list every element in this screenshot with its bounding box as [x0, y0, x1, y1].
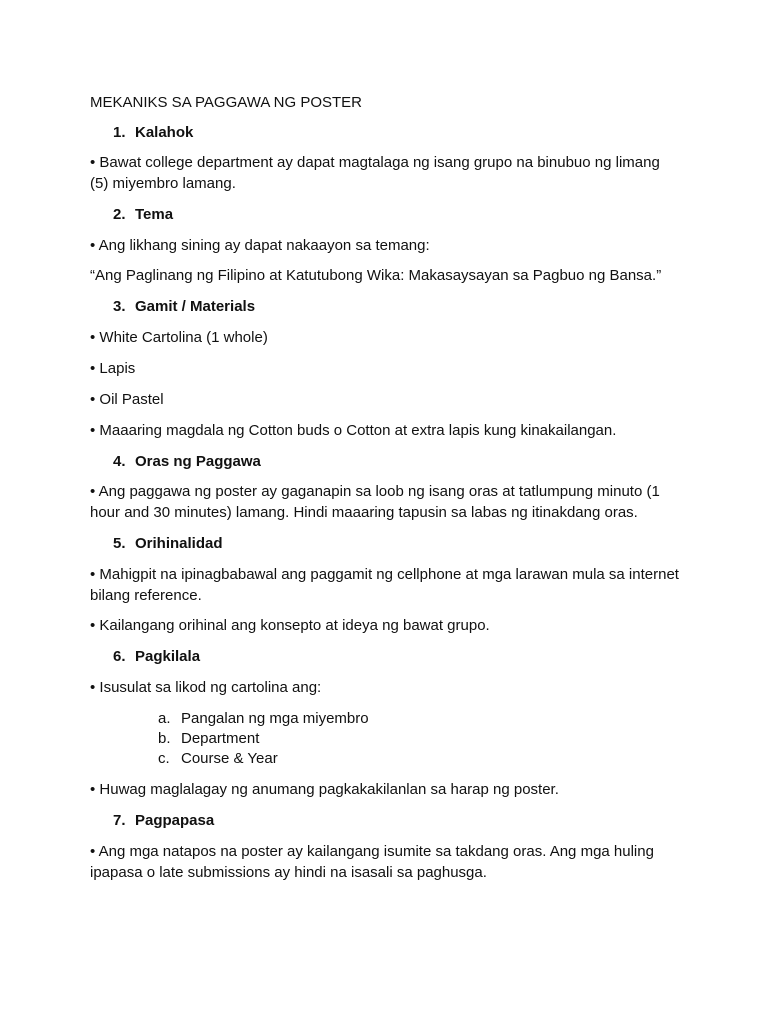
section-title: Kalahok	[135, 124, 194, 141]
sublist-item	[158, 729, 259, 750]
sublist-text: Pangalan ng mga miyembro	[181, 710, 369, 727]
section-heading-materials	[113, 297, 255, 317]
paragraph: • Kailangang orihinal ang konsepto at ideya ng bawat grupo.	[90, 617, 490, 634]
section-number: 7.	[113, 812, 126, 829]
sublist-letter: a.	[158, 710, 171, 727]
section-heading-orihinalidad	[113, 534, 223, 554]
section-number: 2.	[113, 206, 126, 223]
section-heading-kalahok	[113, 123, 193, 143]
document-title: MEKANIKS SA PAGGAWA NG POSTER	[90, 94, 363, 111]
sublist-item	[158, 749, 278, 770]
paragraph: • Oil Pastel	[90, 391, 164, 408]
paragraph: • Maaaring magdala ng Cotton buds o Cotton at extra lapis kung kinakailangan.	[90, 422, 617, 439]
paragraph: • Ang paggawa ng poster ay gaganapin sa loob ng isang oras at tatlumpung minuto (1 hour and 30 minutes) lamang. Hindi maaaring tapusin sa labas ng itinakdang oras.	[90, 483, 660, 521]
paragraph: • Ang likhang sining ay dapat nakaayon sa temang:	[90, 237, 430, 254]
section-title: Oras ng Paggawa	[135, 453, 261, 470]
section-title: Gamit / Materials	[135, 298, 256, 315]
paragraph: • Lapis	[90, 360, 136, 377]
paragraph: • White Cartolina (1 whole)	[90, 329, 268, 346]
paragraph: • Ang mga natapos na poster ay kailangang isumite sa takdang oras. Ang mga huling ipapasa o late submissions ay hindi na isasali sa paghusga.	[90, 843, 654, 881]
section-heading-oras	[113, 452, 261, 472]
sublist-text: Department	[181, 730, 260, 747]
sublist-text: Course & Year	[181, 750, 278, 767]
section-heading-tema	[113, 205, 173, 225]
paragraph: • Mahigpit na ipinagbabawal ang paggamit ng cellphone at mga larawan mula sa internet bilang reference.	[90, 566, 679, 604]
section-number: 6.	[113, 648, 126, 665]
section-number: 5.	[113, 535, 126, 552]
sublist-letter: c.	[158, 750, 170, 767]
section-number: 4.	[113, 453, 126, 470]
section-heading-pagpapasa	[113, 811, 214, 831]
section-number: 1.	[113, 124, 126, 141]
section-title: Pagpapasa	[135, 812, 215, 829]
section-title: Pagkilala	[135, 648, 201, 665]
section-title: Tema	[135, 206, 174, 223]
paragraph: • Huwag maglalagay ng anumang pagkakakilanlan sa harap ng poster.	[90, 781, 559, 798]
section-heading-pagkilala	[113, 647, 200, 667]
section-title: Orihinalidad	[135, 535, 223, 552]
section-number: 3.	[113, 298, 126, 315]
paragraph: • Bawat college department ay dapat magtalaga ng isang grupo na binubuo ng limang (5) miyembro lamang.	[90, 154, 660, 192]
paragraph: • Isusulat sa likod ng cartolina ang:	[90, 679, 322, 696]
sublist-letter: b.	[158, 730, 171, 747]
theme-quote: “Ang Paglinang ng Filipino at Katutubong Wika: Makasaysayan sa Pagbuo ng Bansa.”	[90, 267, 662, 284]
sublist-item	[158, 709, 369, 730]
